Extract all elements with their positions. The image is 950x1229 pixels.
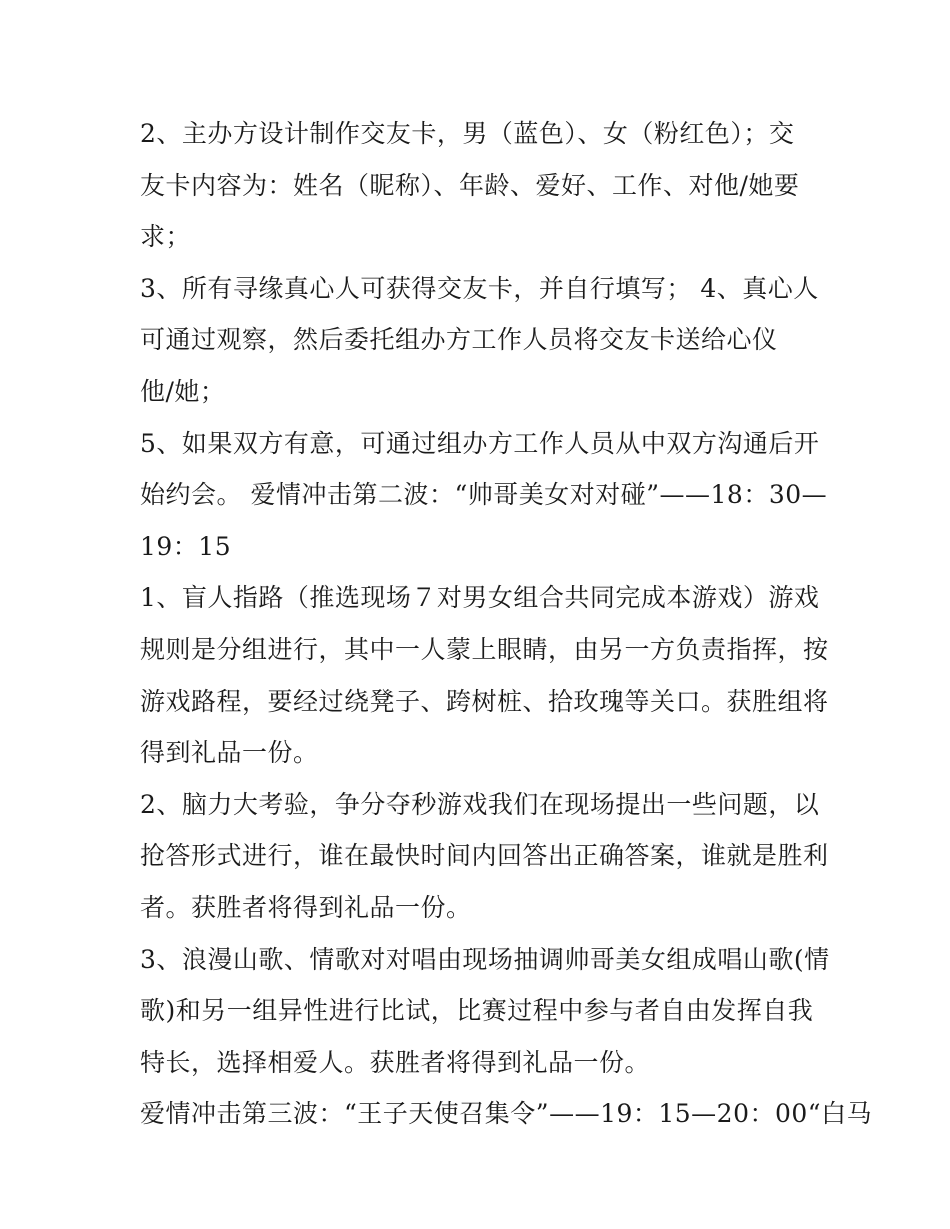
text-line: 3、所有寻缘真心人可获得交友卡，并自行填写； 4、真心人 xyxy=(140,273,819,303)
text-line: 歌)和另一组异性进行比试，比赛过程中参与者自由发挥自我 xyxy=(140,996,814,1026)
text-line: 19：15 xyxy=(140,531,232,561)
text-line: 规则是分组进行，其中一人蒙上眼睛，由另一方负责指挥，按 xyxy=(140,634,829,664)
text-line: 2、脑力大考验，争分夺秒游戏我们在现场提出一些问题，以 xyxy=(140,789,820,819)
document-body xyxy=(140,108,873,1140)
text-line: 5、如果双方有意，可通过组办方工作人员从中双方沟通后开 xyxy=(140,428,820,458)
text-line: 抢答形式进行，谁在最快时间内回答出正确答案，谁就是胜利 xyxy=(140,841,829,871)
text-line: 2、主办方设计制作交友卡，男（蓝色）、女（粉红色）；交 xyxy=(140,119,795,148)
text-line: 者。获胜者将得到礼品一份。 xyxy=(140,892,472,922)
text-line: 3、浪漫山歌、情歌对对唱由现场抽调帅哥美女组成唱山歌(情 xyxy=(140,944,830,974)
text-line: 求； xyxy=(140,222,192,252)
text-line: 1、盲人指路（推选现场７对男女组合共同完成本游戏）游戏 xyxy=(140,583,820,613)
text-line: 友卡内容为：姓名（昵称）、年龄、爱好、工作、对他/她要 xyxy=(140,170,800,200)
text-line: 可通过观察，然后委托组办方工作人员将交友卡送给心仪 xyxy=(140,325,778,355)
text-line: 爱情冲击第三波：“王子天使召集令”——19：15—20：00“白马 xyxy=(140,1099,873,1129)
text-line: 他/她； xyxy=(140,376,226,406)
text-line: 特长，选择相爱人。获胜者将得到礼品一份。 xyxy=(140,1047,651,1077)
text-line: 得到礼品一份。 xyxy=(140,738,319,768)
text-line: 始约会。 爱情冲击第二波：“帅哥美女对对碰”——18：30— xyxy=(140,480,828,510)
text-line: 游戏路程，要经过绕凳子、跨树桩、拾玫瑰等关口。获胜组将 xyxy=(140,686,829,716)
